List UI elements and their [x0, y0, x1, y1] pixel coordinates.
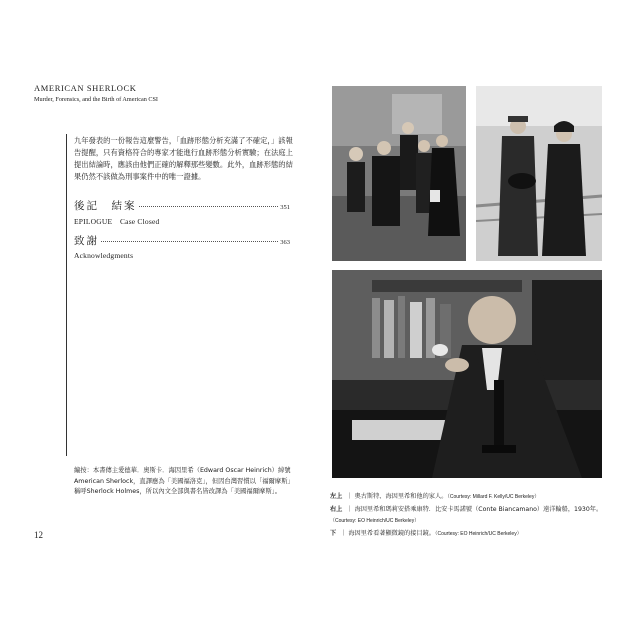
caption-top-left	[330, 491, 610, 504]
toc-leader-dots	[139, 206, 279, 207]
caption-bottom	[330, 528, 610, 541]
caption-label: 右上	[330, 505, 343, 513]
toc-page-number: 363	[280, 239, 290, 246]
caption-credit: （Courtesy: EO Heinrich/UC Berkeley）	[435, 530, 522, 537]
toc-english-title: EPILOGUE Case Closed	[74, 217, 160, 226]
caption-separator: ｜	[340, 529, 347, 537]
caption-separator: ｜	[346, 505, 353, 513]
caption-separator: ｜	[346, 493, 353, 500]
caption-text: 奧古斯特、海因里希和他的家人。	[354, 493, 448, 500]
caption-credit: （Courtesy: Millard F. Kelly/UC Berkeley）	[447, 494, 540, 500]
caption-credit: （Courtesy: EO Heinrich/UC Berkeley）	[330, 518, 420, 525]
caption-top-right	[330, 504, 610, 528]
toc-chinese-title: 後記 結案	[74, 200, 137, 212]
couple-on-ship-photo	[476, 86, 602, 261]
intro-paragraph	[74, 135, 294, 183]
toc-chinese-title: 致謝	[74, 235, 99, 247]
toc-leader-dots	[101, 241, 278, 242]
family-portrait-photo	[332, 86, 466, 261]
toc-entry-acknowledgments	[74, 233, 290, 260]
page-number: 12	[34, 530, 43, 540]
editor-note	[74, 466, 296, 498]
caption-label: 下	[330, 529, 337, 537]
toc-english-title: Acknowledgments	[74, 251, 134, 260]
toc-entry-epilogue	[74, 198, 290, 227]
microscope-photo	[332, 270, 602, 478]
running-head-subtitle: Murder, Forensics, and the Birth of American CSI	[34, 96, 158, 103]
caption-label: 左上	[330, 493, 343, 500]
photo-captions	[330, 491, 610, 540]
toc-page-number: 351	[280, 204, 290, 211]
editor-note-text: 編按：本書傳主愛德華．奧斯卡．海因里希（Edward Oscar Heinrich）綽號 American Sherlock，直譯應為「美國福洛克」，但因台灣習慣以「福爾摩斯」稱呼Sherlock Holmes，所以內文全部與書名皆改譯為「美國福爾摩斯」。	[74, 467, 294, 495]
intro-text: 九年發表的一份報告這麼警告，「血跡形態分析充滿了不確定，」該報告提醒，只有資格符合的專家才能進行血跡形態分析實驗；在法庭上提出結論時，應該由他們正確的解釋那些變數。此外，血跡形態的結果仍然不該做為刑事案件中的唯一證據。	[74, 136, 293, 181]
caption-text: 海因里希和瑪莉安搭乘康特．比安卡馬諾號（Conte Biancamano）遠洋輪船，1930年。	[354, 505, 603, 513]
margin-rule	[66, 134, 67, 456]
caption-text: 海因里希看著顯微鏡的接目鏡。	[348, 529, 435, 537]
running-head-title: AMERICAN SHERLOCK	[34, 83, 137, 93]
